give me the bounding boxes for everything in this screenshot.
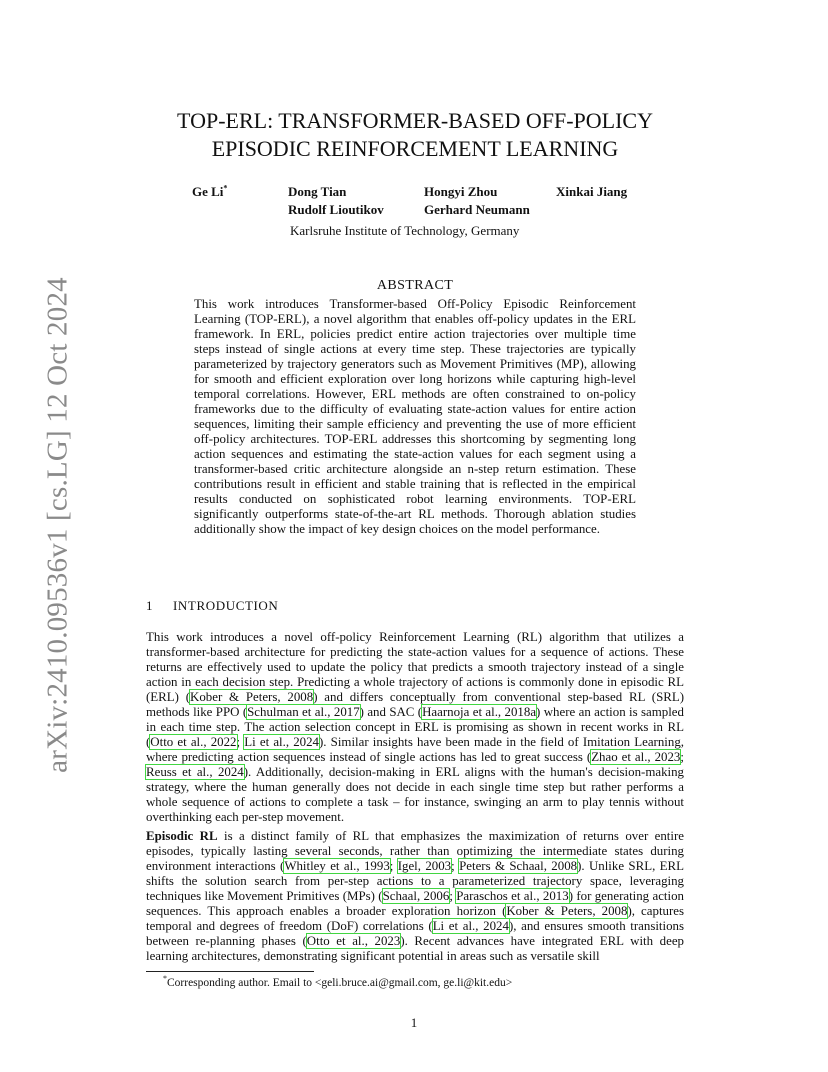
- citation-link[interactable]: Otto et al., 2022: [150, 735, 237, 749]
- author-affiliation: Karlsruhe Institute of Technology, Germany: [290, 223, 520, 238]
- author-dong-tian: Dong Tian: [288, 184, 347, 199]
- paper-title: [145, 107, 685, 163]
- paper-title-line-1: TOP-ERL: TRANSFORMER-BASED OFF-POLICY: [177, 108, 653, 133]
- footnote: [163, 976, 512, 990]
- page-number: 1: [410, 1015, 418, 1030]
- section-title: INTRODUCTION: [173, 598, 279, 613]
- footnote-text: Corresponding author. Email to <geli.bruce.ai@gmail.com, ge.li@kit.edu>: [167, 977, 513, 989]
- paper-title-line-2: EPISODIC REINFORCEMENT LEARNING: [211, 136, 619, 161]
- paragraph-text: ) and differs conceptually from conventional step-based RL (SRL) methods like PPO (: [146, 690, 685, 719]
- citation-link[interactable]: Otto et al., 2023: [306, 934, 401, 948]
- section-number: 1: [146, 598, 153, 613]
- paragraph-text: ) for generating action sequences. This approach enables a broader exploration horizon (: [146, 889, 684, 918]
- paragraph-text: ). Additionally, decision-making in ERL aligns with the human's decision-making strategy, where the human generally does not decide in each single time step but rather performs a whole sequence of actions to complete a task – for instance, swinging an arm to play tennis without overthinking each per-step movement.: [146, 765, 684, 824]
- paragraph-text: ), and ensures smooth transitions between re-planning phases (: [146, 919, 684, 948]
- author-ge-li: [192, 184, 227, 200]
- citation-link[interactable]: Li et al., 2024: [244, 735, 319, 749]
- corresponding-author-mark: *: [223, 183, 228, 193]
- citation-link[interactable]: Whitley et al., 1993: [284, 859, 390, 873]
- citation-link[interactable]: Li et al., 2024: [432, 919, 509, 933]
- author-name: Ge Li: [192, 184, 224, 199]
- citation-link[interactable]: Schaal, 2006: [382, 889, 450, 903]
- footnote-mark: *: [163, 974, 167, 984]
- citation-link[interactable]: Igel, 2003: [397, 859, 452, 873]
- paragraph-text: ) and SAC (: [359, 705, 423, 719]
- section-heading-introduction: [146, 598, 278, 614]
- paragraph-text: ;: [236, 735, 245, 749]
- citation-link[interactable]: Schulman et al., 2017: [247, 705, 360, 719]
- paragraph-text: ), captures temporal and degrees of freedom (DoF) correlations (: [146, 904, 685, 933]
- abstract-heading: ABSTRACT: [376, 278, 454, 293]
- citation-link[interactable]: Paraschos et al., 2013: [456, 889, 569, 903]
- abstract-text: This work introduces Transformer-based Off-Policy Episodic Reinforcement Learning (TOP-ERL), a novel algorithm that enables off-policy updates in the ERL framework. In ERL, policies predict entire action trajectories over multiple time steps instead of single actions at every time step. These trajectories are typically parameterized by trajectory generators such as Movement Primitives (MP), allowing for smooth and efficient exploration over long horizons while capturing high-level temporal correlations. However, ERL methods are often constrained to on-policy frameworks due to the difficulty of evaluating state-action values for entire action sequences, limiting their sample efficiency and preventing the use of more efficient off-policy architectures. TOP-ERL addresses this shortcoming by segmenting long action sequences and estimating the state-action values for each segment using a transformer-based critic architecture alongside an n-step return estimation. These contributions result in efficient and stable training that is reflected in the empirical results conducted on sophisticated robot learning environments. TOP-ERL significantly outperforms state-of-the-art RL methods. Thorough ablation studies additionally show the impact of key design choices on the model performance.: [194, 297, 636, 536]
- paragraph-text: This work introduces a novel off-policy Reinforcement Learning (RL) algorithm that utilizes a transformer-based architecture for predicting the state-action values for a sequence of actions. These returns are effectively used to update the policy that predicts a smooth trajectory instead of a single action in each decision step. Predicting a whole trajectory of actions is commonly done in episodic RL (ERL) (: [146, 630, 684, 704]
- author-gerhard-neumann: Gerhard Neumann: [424, 202, 530, 217]
- paragraph-text: ). Recent advances have integrated ERL with deep learning architectures, demonstrating significant potential in areas such as versatile skill: [146, 934, 684, 963]
- footnote-divider: [146, 971, 314, 972]
- citation-link[interactable]: Haarnoja et al., 2018a: [422, 705, 537, 719]
- paragraph-text: ;: [680, 750, 684, 764]
- arxiv-identifier-stamp: arXiv:2410.09536v1 [cs.LG] 12 Oct 2024: [41, 277, 74, 773]
- paragraph-text: ). Unlike SRL, ERL shifts the solution search from per-step actions to a parameterized trajectory space, leveraging techniques like Movement Primitives (MPs) (: [146, 859, 684, 903]
- author-hongyi-zhou: Hongyi Zhou: [424, 184, 498, 199]
- intro-paragraph-1: [146, 630, 684, 825]
- paragraph-text: ;: [389, 859, 398, 873]
- citation-link[interactable]: Kober & Peters, 2008: [190, 690, 314, 704]
- paragraph-text: ) where an action is sampled in each time step. The action selection concept in ERL is promising as shown in recent works in RL (: [146, 705, 684, 749]
- citation-link[interactable]: Kober & Peters, 2008: [506, 904, 628, 918]
- citation-link[interactable]: Reuss et al., 2024: [146, 765, 244, 779]
- citation-link[interactable]: Zhao et al., 2023: [591, 750, 681, 764]
- run-in-heading: Episodic RL: [146, 829, 218, 843]
- author-rudolf-lioutikov: Rudolf Lioutikov: [288, 202, 384, 217]
- intro-paragraph-2: [146, 829, 684, 964]
- paragraph-text: is a distinct family of RL that emphasizes the maximization of returns over entire episodes, typically lasting several seconds, rather than optimizing the intermediate states during environment interactions (: [146, 829, 684, 873]
- paragraph-text: ;: [449, 889, 457, 903]
- paragraph-text: ). Similar insights have been made in the field of Imitation Learning, where predicting action sequences instead of single actions has led to great success (: [146, 735, 684, 764]
- citation-link[interactable]: Peters & Schaal, 2008: [459, 859, 578, 873]
- author-xinkai-jiang: Xinkai Jiang: [556, 184, 628, 199]
- paragraph-text: ;: [451, 859, 460, 873]
